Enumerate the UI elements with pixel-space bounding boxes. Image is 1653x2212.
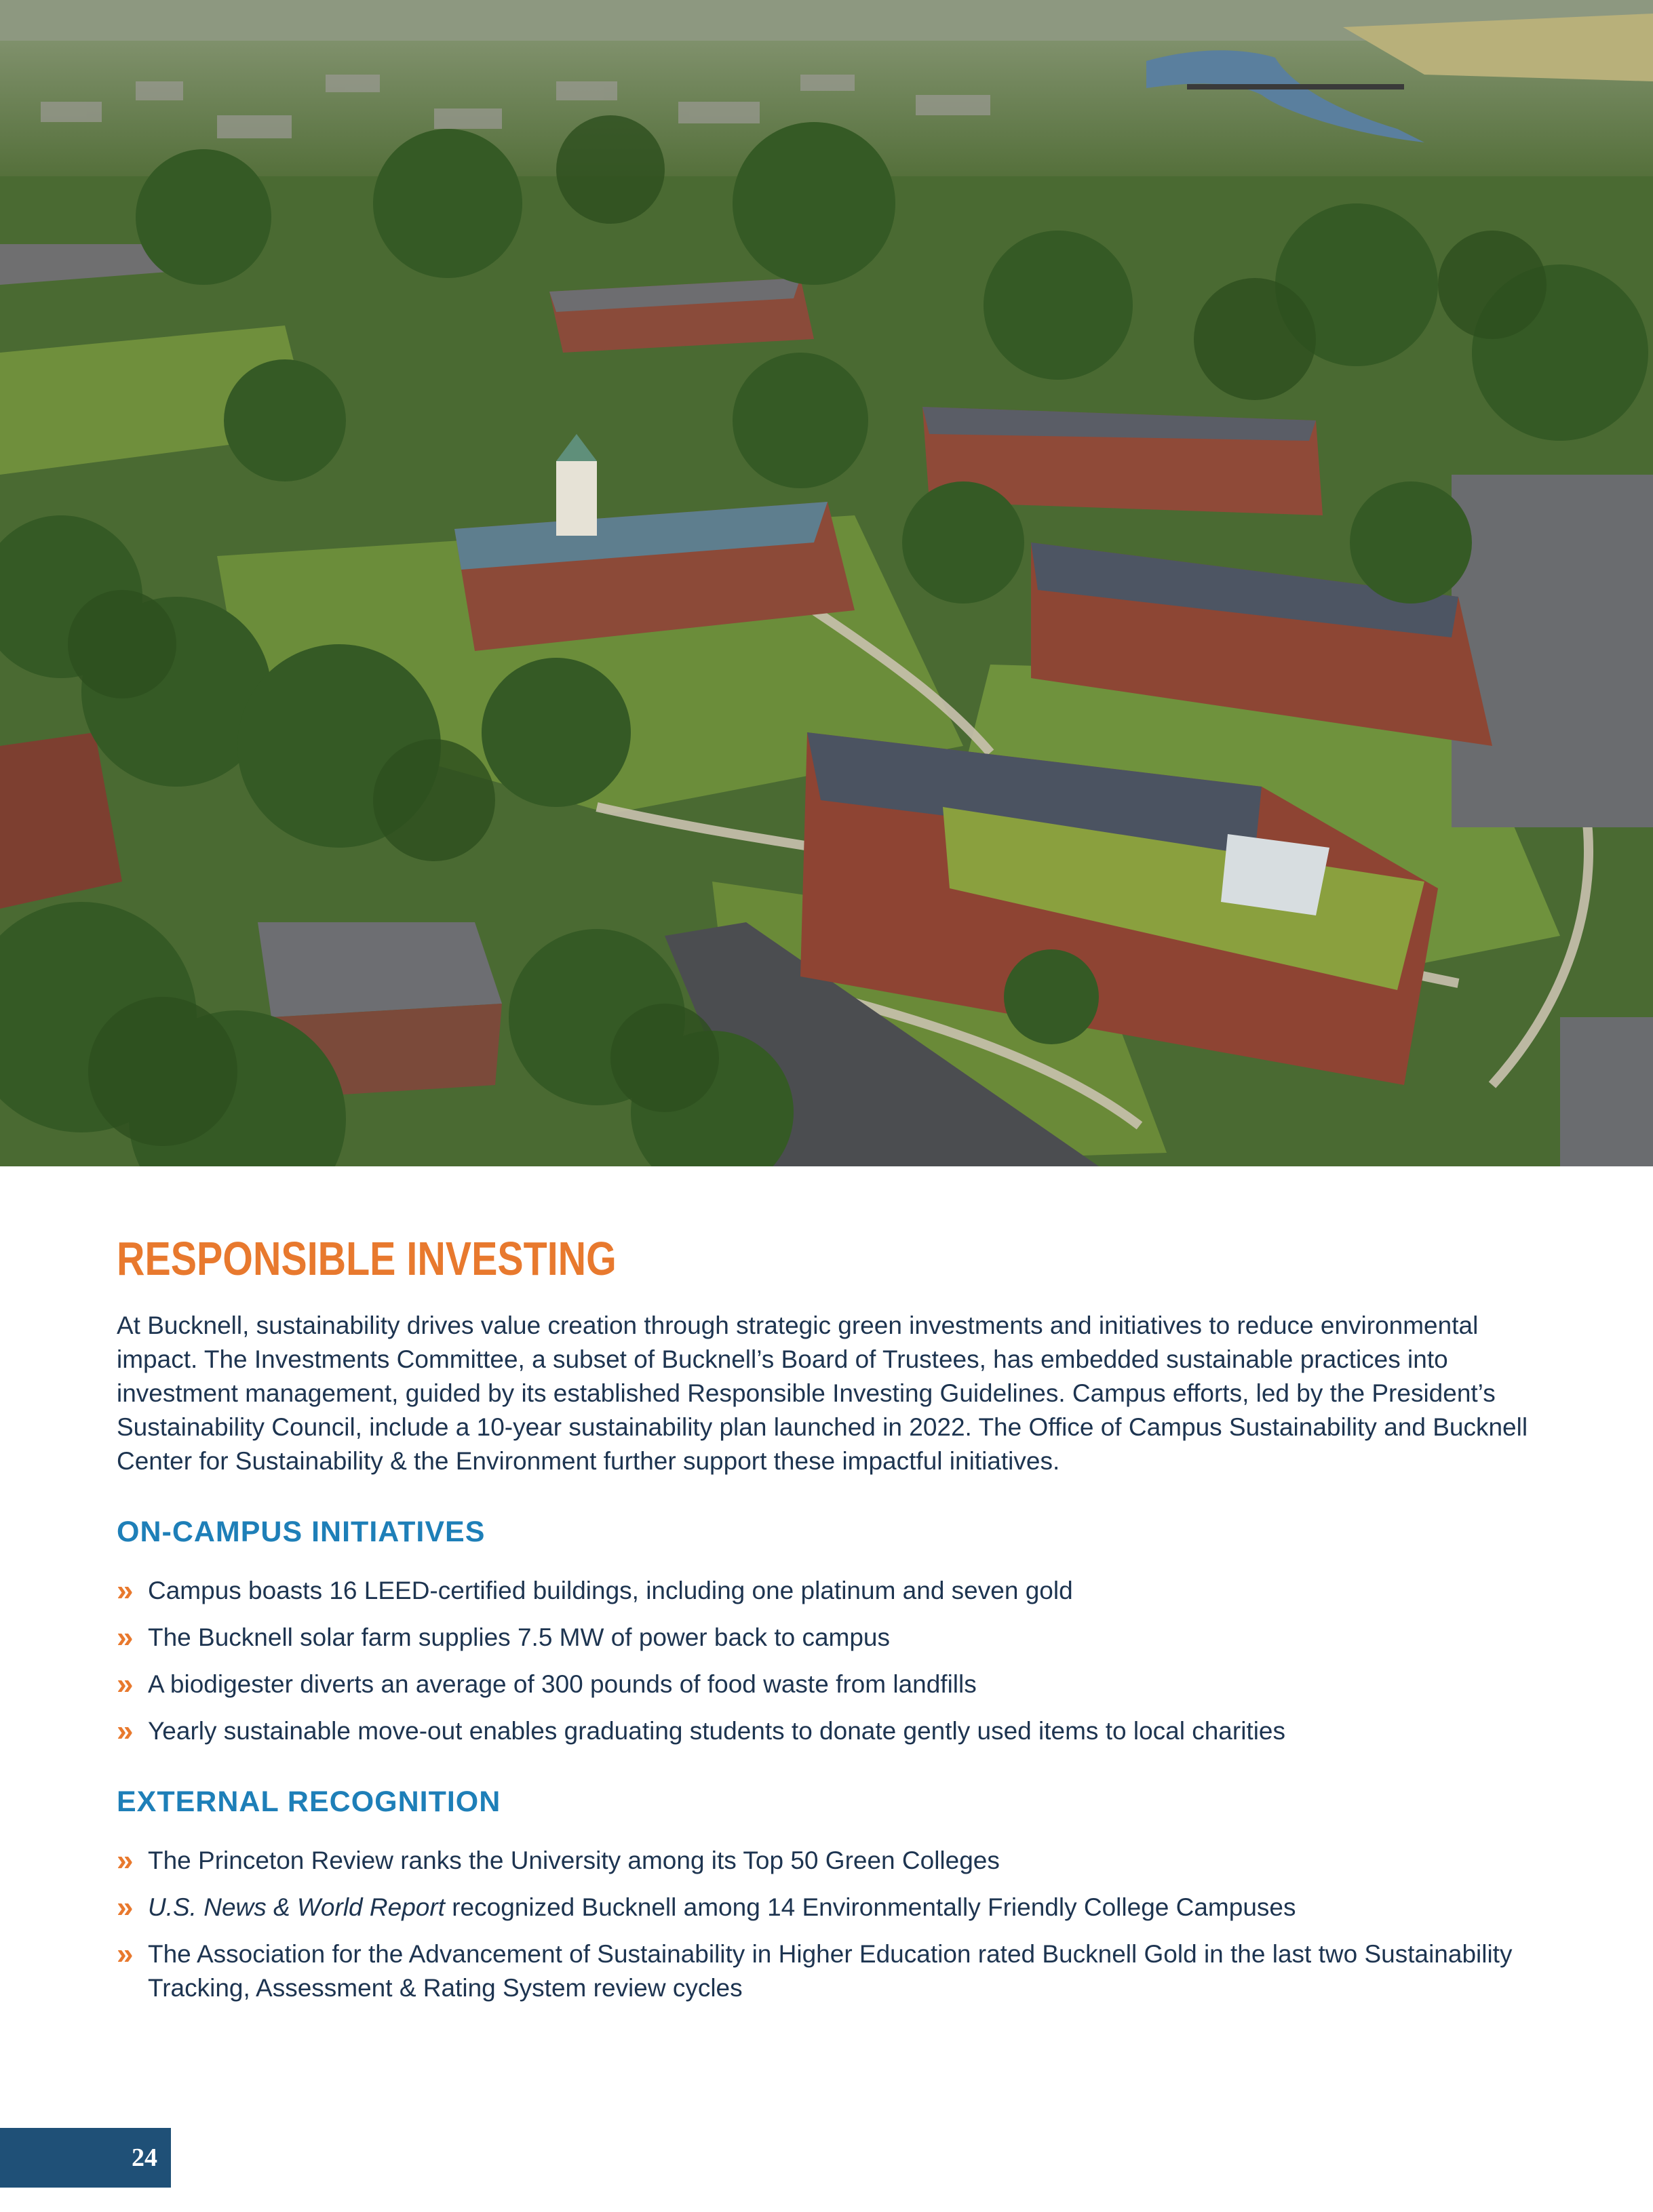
- on-campus-heading: ON-CAMPUS INITIATIVES: [117, 1515, 486, 1548]
- content-column: [117, 1234, 1534, 2005]
- chevron-right-icon: »: [117, 1844, 134, 1878]
- list-item: [117, 1714, 1534, 1748]
- publication-title: U.S. News & World Report: [148, 1893, 445, 1922]
- intro-paragraph: At Bucknell, sustainability drives value creation through strategic green investments and initiatives to reduce environmental impact. The Investments Committee, a subset of Bucknell’s Board of Trustees, has embedded sustainable practices into investment management, guided by its established Responsible Investing Guidelines. Campus efforts, led by the President’s Sustainability Council, include a 10-year sustainability plan launched in 2022. The Office of Campus Sustainability and Bucknell Center for Sustainability & the Environment further support these impactful initiatives.: [117, 1311, 1528, 1475]
- chevron-right-icon: »: [117, 1937, 134, 1971]
- page-number-tab: 24: [0, 2128, 171, 2188]
- list-item-text: The Bucknell solar farm supplies 7.5 MW of power back to campus: [148, 1623, 891, 1651]
- section-heading: RESPONSIBLE INVESTING: [117, 1232, 617, 1285]
- chevron-right-icon: »: [117, 1620, 134, 1654]
- list-item: [117, 1621, 1534, 1655]
- list-item: [117, 1844, 1534, 1878]
- list-item-text: The Association for the Advancement of Sustainability in Higher Education rated Bucknell Gold in the last two Sustainability Tracking, Assessment & Rating System review cycles: [148, 1940, 1513, 2002]
- list-item-text: A biodigester diverts an average of 300 pounds of food waste from landfills: [148, 1670, 977, 1698]
- list-item-text: Campus boasts 16 LEED-certified buildings, including one platinum and seven gold: [148, 1576, 1073, 1604]
- list-item-text: recognized Bucknell among 14 Environmentally Friendly College Campuses: [444, 1893, 1296, 1922]
- chevron-right-icon: »: [117, 1714, 134, 1747]
- list-item: [117, 1667, 1534, 1701]
- external-recognition-heading: EXTERNAL RECOGNITION: [117, 1785, 501, 1818]
- external-recognition-list: [117, 1844, 1534, 2005]
- chevron-right-icon: »: [117, 1667, 134, 1701]
- chevron-right-icon: »: [117, 1573, 134, 1607]
- on-campus-list: [117, 1574, 1534, 1748]
- list-item: [117, 1574, 1534, 1608]
- chevron-right-icon: »: [117, 1891, 134, 1924]
- list-item-text: Yearly sustainable move-out enables graduating students to donate gently used items to local charities: [148, 1716, 1285, 1745]
- list-item: [117, 1891, 1534, 1924]
- list-item-text: The Princeton Review ranks the University among its Top 50 Green Colleges: [148, 1846, 1000, 1875]
- list-item: [117, 1937, 1534, 2005]
